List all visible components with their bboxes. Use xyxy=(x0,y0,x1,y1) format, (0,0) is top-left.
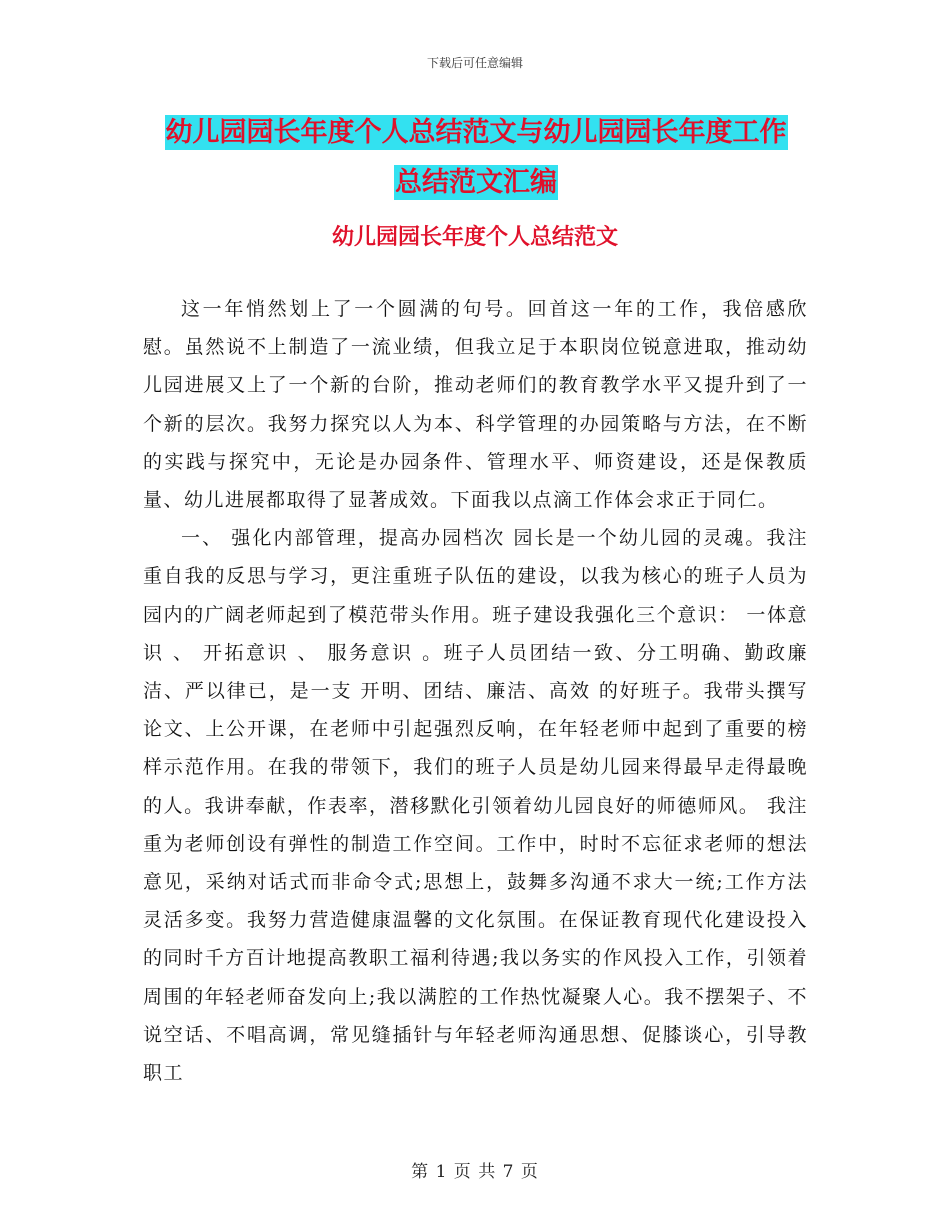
header-note: 下载后可任意编辑 xyxy=(426,56,523,70)
section-title: 幼儿园园长年度个人总结范文 xyxy=(331,225,618,250)
paragraph-intro: 这一年悄然划上了一个圆满的句号。回首这一年的工作，我倍感欣慰。虽然说不上制造了一流业绩，但我立足于本职岗位锐意进取，推动幼儿园进展又上了一个新的台阶，推动老师们的教育教学水平又提升到了一个新的层次。我努力探究以人为本、科学管理的办园策略与方法，在不断的实践与探究中，无论是办园条件、管理水平、师资建设，还是保教质量、幼儿进展都取得了显著成效。下面我以点滴工作体会求正于同仁。 xyxy=(143,298,808,512)
document-title xyxy=(140,108,812,208)
document-body xyxy=(143,290,808,1092)
document-title-line-2: 总结范文汇编 xyxy=(395,167,557,198)
page-footer: 第 1 页 共 7 页 xyxy=(411,1162,539,1182)
document-title-line-1: 幼儿园园长年度个人总结范文与幼儿园园长年度工作 xyxy=(165,117,787,148)
paragraph-internal-management: 一、 强化内部管理，提高办园档次 园长是一个幼儿园的灵魂。我注重自我的反思与学习，更注重班子队伍的建设，以我为核心的班子人员为园内的广阔老师起到了模范带头作用。班子建设我强化三个意识： 一体意识 、 开拓意识 、 服务意识 。班子人员团结一致、分工明确、勤政廉洁、严以律已，是一支 开明、团结、廉洁、高效 的好班子。我带头撰写论文、上公开课，在老师中引起强烈反响，在年轻老师中起到了重要的榜样示范作用。在我的带领下，我们的班子人员是幼儿园来得最早走得最晚的人。我讲奉献，作表率，潜移默化引领着幼儿园良好的师德师风。 我注重为老师创设有弹性的制造工作空间。工作中，时时不忘征求老师的想法意见，采纳对话式而非命令式;思想上，鼓舞多沟通不求大一统;工作方法灵活多变。我努力营造健康温馨的文化氛围。在保证教育现代化建设投入的同时千方百计地提高教职工福利待遇;我以务实的作风投入工作，引领着周围的年轻老师奋发向上;我以满腔的工作热忱凝聚人心。我不摆架子、不说空话、不唱高调，常见缝插针与年轻老师沟通思想、促膝谈心，引导教职工 xyxy=(143,527,808,1085)
